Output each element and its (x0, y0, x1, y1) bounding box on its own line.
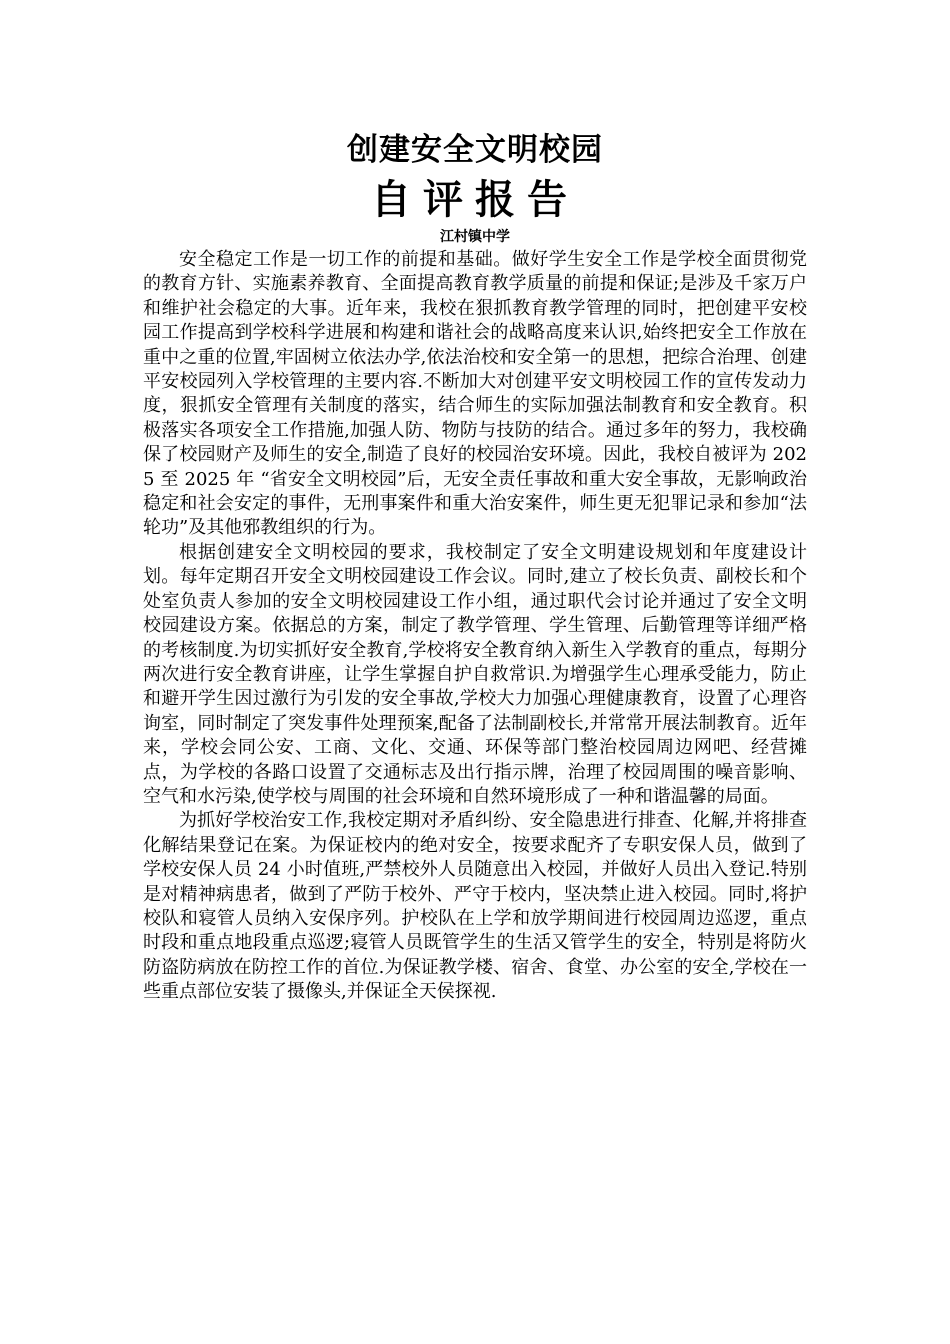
body-paragraph: 为抓好学校治安工作,我校定期对矛盾纠纷、安全隐患进行排查、化解,并将排查化解结果登记在案。为保证校内的绝对安全，按要求配齐了专职安保人员，做到了学校安保人员 24 小时值班,严禁校外人员随意出入校园，并做好人员出入登记.特别是对精神病患者，做到了严防于校外、严守于校内，坚决禁止进入校园。同时,将护校队和寝管人员纳入安保序列。护校队在上学和放学期间进行校园周边巡逻，重点时段和重点地段重点巡逻;寝管人员既管学生的生活又管学生的安全，特别是将防火防盗防病放在防控工作的首位.为保证教学楼、宿舍、食堂、办公室的安全,学校在一些重点部位安装了摄像头,并保证全天侯探视. (143, 810, 807, 1003)
document-title: 创建安全文明校园 (347, 132, 603, 168)
body-paragraph: 安全稳定工作是一切工作的前提和基础。做好学生安全工作是学校全面贯彻党的教育方针、实施素养教育、全面提高教育教学质量的前提和保证;是涉及千家万户和维护社会稳定的大事。近年来，我校在狠抓教育教学管理的同时，把创建平安校园工作提高到学校科学进展和构建和谐社会的战略高度来认识,始终把安全工作放在重中之重的位置,牢固树立依法办学,依法治校和安全第一的思想，把综合治理、创建平安校园列入学校管理的主要内容.不断加大对创建平安文明校园工作的宣传发动力度，狠抓安全管理有关制度的落实，结合师生的实际加强法制教育和安全教育。积极落实各项安全工作措施,加强人防、物防与技防的结合。通过多年的努力，我校确保了校园财产及师生的安全,制造了良好的校园治安环境。因此，我校自被评为 2025 至 2025 年 “省安全文明校园”后，无安全责任事故和重大安全事故，无影响政治稳定和社会安定的事件，无刑事案件和重大治安案件，师生更无犯罪记录和参加“法轮功”及其他邪教组织的行为。 (143, 249, 807, 539)
document-subtitle: 自评报告 (371, 177, 579, 223)
document-body (143, 248, 807, 1005)
body-paragraph: 根据创建安全文明校园的要求，我校制定了安全文明建设规划和年度建设计划。每年定期召开安全文明校园建设工作会议。同时,建立了校长负责、副校长和个处室负责人参加的安全文明校园建设工作小组，通过职代会讨论并通过了安全文明校园建设方案。依据总的方案，制定了教学管理、学生管理、后勤管理等详细严格的考核制度.为切实抓好安全教育,学校将安全教育纳入新生入学教育的重点，每期分两次进行安全教育讲座，让学生掌握自护自救常识.为增强学生心理承受能力，防止和避开学生因过激行为引发的安全事故,学校大力加强心理健康教育，设置了心理咨询室，同时制定了突发事件处理预案,配备了法制副校长,并常常开展法制教育。近年来，学校会同公安、工商、文化、交通、环保等部门整治校园周边网吧、经营摊点，为学校的各路口设置了交通标志及出行指示牌，治理了校园周围的噪音影响、空气和水污染,使学校与周围的社会环境和自然环境形成了一种和谐温馨的局面。 (143, 541, 807, 807)
document-author: 江村镇中学 (440, 229, 510, 245)
